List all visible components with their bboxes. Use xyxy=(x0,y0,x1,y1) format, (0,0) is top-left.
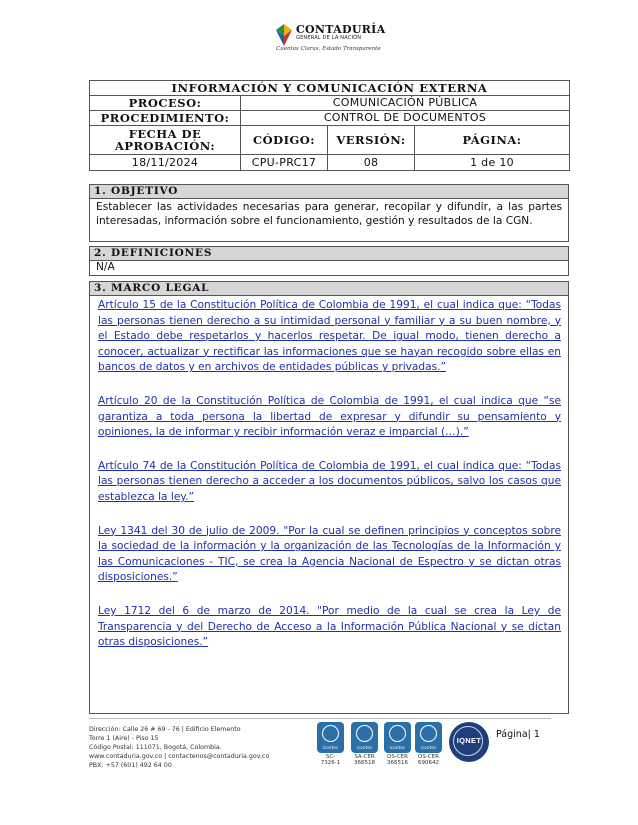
objetivo-text: Establecer las actividades necesarias para generar, recopilar y difundir, a las partes interesadas, información sobre el funcionamiento, gestión y resultados de la CGN. xyxy=(96,201,562,227)
seal-code: OS-CER 366516 xyxy=(387,754,408,767)
icontec-badge-icon xyxy=(415,722,442,753)
logo-subtitle: GENERAL DE LA NACIÓN xyxy=(296,35,362,41)
version-label: VERSIÓN: xyxy=(328,126,415,155)
fecha-value: 18/11/2024 xyxy=(90,155,241,171)
legal-reference-link[interactable]: Artículo 74 de la Constitución Política de Colombia de 1991, el cual indica que: “Todas las personas tienen derecho a acceder a los documentos públicos, salvo los casos que establezca la ley.” xyxy=(98,459,561,503)
icontec-seal xyxy=(384,722,411,767)
codigo-value: CPU-PRC17 xyxy=(241,155,328,171)
proceso-value: COMUNICACIÓN PÚBLICA xyxy=(241,96,570,111)
icontec-seal xyxy=(317,722,344,767)
contaduria-logo xyxy=(276,22,386,56)
fecha-label-line-2: APROBACIÓN: xyxy=(114,139,216,153)
version-value: 08 xyxy=(328,155,415,171)
page-number: Página| 1 xyxy=(496,729,540,740)
fecha-label-line-1: FECHA DE xyxy=(128,127,202,141)
legal-reference-link[interactable]: Artículo 15 de la Constitución Política de Colombia de 1991, el cual indica que: “Todas las personas tienen derecho a su intimidad personal y familiar y a su buen nombre, y el Estado debe respetarlos y hacerlos respetar. De igual modo, tienen derecho a conocer, actualizar y rectificar las informaciones que se hayan recogido sobre ellas en bancos de datos y en archivos de entidades públicas y privadas.” xyxy=(98,299,561,374)
section-body xyxy=(90,199,568,228)
icontec-badge-icon xyxy=(317,722,344,753)
iqnet-text: IQNET xyxy=(456,736,482,745)
icontec-seal xyxy=(351,722,378,767)
section-marco-legal xyxy=(89,281,569,714)
legal-reference-link[interactable]: Ley 1712 del 6 de marzo de 2014. "Por medio de la cual se crea la Ley de Transparencia y del Derecho de Acceso a la Información Pública Nacional y se dictan otras disposiciones.” xyxy=(98,604,561,649)
procedimiento-label: PROCEDIMIENTO: xyxy=(90,111,241,126)
icontec-badge-icon xyxy=(384,722,411,753)
procedimiento-value: CONTROL DE DOCUMENTOS xyxy=(241,111,570,126)
iqnet-seal-icon xyxy=(449,722,489,762)
seal-code: SA-CER 366518 xyxy=(354,754,375,767)
seal-label: icontec xyxy=(420,745,437,750)
logo-brand-text: CONTADURÍA xyxy=(296,23,386,36)
address-line: PBX: +57 (601) 492 64 00 xyxy=(89,761,172,769)
seal-code: OS-CER 690642 xyxy=(418,754,439,767)
section-definiciones xyxy=(89,246,569,276)
seal-label: icontec xyxy=(356,745,373,750)
seal-code: SC- 7326-1 xyxy=(320,754,341,767)
seal-label: icontec xyxy=(322,745,339,750)
icontec-seal xyxy=(415,722,442,767)
address-line: Código Postal: 111071, Bogotá, Colombia. xyxy=(89,743,222,751)
address-line[interactable]: www.contaduria.gov.co | contactenos@contaduria.gov.co xyxy=(89,752,270,760)
legal-reference-link[interactable]: Ley 1341 del 30 de julio de 2009. "Por la cual se definen principios y conceptos sobre la sociedad de la información y la organización de las Tecnologías de la Información y las Comunicaciones - TIC, se crea la Agencia Nacional de Espectro y se dictan otras disposiciones.” xyxy=(98,524,561,584)
seal-label: icontec xyxy=(389,745,406,750)
definiciones-text: N/A xyxy=(96,261,115,273)
pagina-value: 1 de 10 xyxy=(415,155,570,171)
section-heading: 3. MARCO LEGAL xyxy=(90,282,568,296)
legal-references-list xyxy=(90,296,568,651)
section-heading: 2. DEFINICIONES xyxy=(90,247,568,261)
document-header-table xyxy=(89,80,570,171)
legal-reference-link[interactable]: Artículo 20 de la Constitución Política de Colombia de 1991, el cual indica que “se garantiza a toda persona la libertad de expresar y difundir su pensamiento y opiniones, la de informar y recibir información veraz e imparcial (…).” xyxy=(98,394,561,439)
codigo-label: CÓDIGO: xyxy=(241,126,328,155)
pagina-label: PÁGINA: xyxy=(415,126,570,155)
section-heading: 1. OBJETIVO xyxy=(90,185,568,199)
footer-divider xyxy=(89,718,551,719)
section-body xyxy=(90,261,568,274)
document-title: INFORMACIÓN Y COMUNICACIÓN EXTERNA xyxy=(90,81,570,96)
logo-mark-icon xyxy=(276,24,292,46)
icontec-badge-icon xyxy=(351,722,378,753)
address-line: Dirección: Calle 26 # 69 - 76 | Edificio Elemento xyxy=(89,726,241,733)
address-line: Torre 1 (Aire) - Piso 15 xyxy=(89,734,159,742)
logo-tagline: Cuentas Claras, Estado Transparente xyxy=(276,46,381,52)
footer-address xyxy=(89,726,269,771)
section-objetivo xyxy=(89,184,569,242)
proceso-label: PROCESO: xyxy=(90,96,241,111)
fecha-aprobacion-label xyxy=(90,126,241,155)
